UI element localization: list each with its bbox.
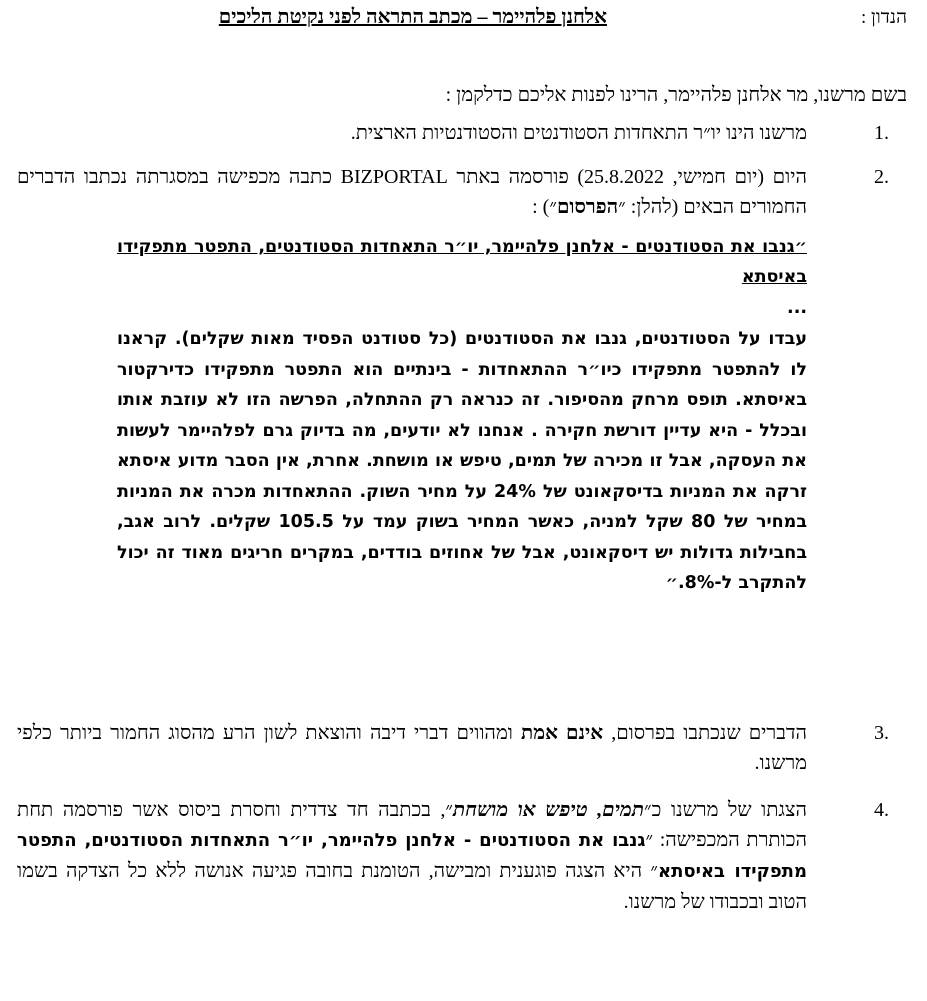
item-number: 4.	[874, 799, 889, 821]
emphasis-not-true: אינם אמת	[521, 722, 604, 744]
quoted-characterization: תמים, טיפש או מושחת	[453, 799, 645, 821]
item-number: 3.	[874, 722, 889, 744]
subject-label: הנדון :	[861, 7, 907, 28]
quote-ellipsis: ...	[787, 298, 807, 318]
quote-headline: ״גנבו את הסטודנטים - אלחנן פלהיימר, יו״ר התאחדות הסטודנטים, התפטר מתפקידו באיסתא	[117, 237, 807, 287]
item-text: הצגתו של מרשנו כ״תמים, טיפש או מושחת״, בכתבה חד צדדית וחסרת ביסוס אשר פורסמה תחת הכותרת המכפישה: ״גנבו את הסטודנטים - אלחנן פלהיימר, יו״ר התאחדות הסטודנטים, התפטר מתפקידו באיסתא״ היא הצגה פוגענית ומבישה, הטומנת בחובה פגיעה אנושה ללא כל הצדקה בשמו הטוב ובכבודו של מרשנו.	[17, 799, 808, 913]
quoted-headline: גנבו את הסטודנטים - אלחנן פלהיימר, יו״ר התאחדות הסטודנטים, התפטר מתפקידו באיסתא	[17, 830, 808, 882]
site-name: BIZPORTAL	[340, 166, 448, 188]
subject-line	[27, 2, 907, 33]
quoted-article	[117, 232, 807, 599]
defined-term: הפרסום	[556, 196, 619, 218]
item-text: מרשנו הינו יו״ר התאחדות הסטודנטים והסטודנטיות הארצית.	[350, 122, 807, 144]
item-number: 2.	[874, 166, 889, 188]
quote-body: עבדו על הסטודנטים, גנבו את הסטודנטים (כל סטודנט הפסיד מאות שקלים). קראנו לו להתפטר מתפקידו כיו״ר ההתאחדות - בינתיים הוא התפטר מתפקידו כדירקטור באיסתא. תופס מרחק מהסיפור. זה כנראה רק ההתחלה, הפרשה הזו לא עוזבת אותו ובכלל - היא עדיין דורשת חקירה . אנחנו לא יודעים, מה בדיוק גרם לפלהיימר לעשות את העסקה, אבל זו מכירה של תמים, טיפש או מושחת. אחרת, אין הסבר מדוע איסתא זרקה את המניות בדיסקאונט של 24% על מחיר השוק. ההתאחדות מכרה את המניות במחיר של 80 שקל למניה, כאשר המחיר בשוק עמד על 105.5 שקלים. לרוב אגב, בחבילות גדולות יש דיסקאונט, אבל של אחוזים בודדים, במקרים חריגים מאוד זה יכול להתקרב ל-8%.״	[117, 329, 808, 593]
item-text: הדברים שנכתבו בפרסום, אינם אמת ומהווים דברי דיבה והוצאת לשון הרע מהסוג החמור ביותר כלפי מרשנו.	[17, 722, 808, 774]
subject-title: אלחנן פלהיימר – מכתב התראה לפני נקיטת הליכים	[218, 6, 607, 28]
item-text: היום (יום חמישי, 25.8.2022) פורסמה באתר BIZPORTAL כתבה מכפישה במסגרתה נכתבו הדברים החמורים הבאים (להלן: ״הפרסום״) :	[17, 166, 807, 218]
opening-paragraph: בשם מרשנו, מר אלחנן פלהיימר, הרינו לפנות אליכם כדלקמן :	[445, 84, 907, 106]
publication-date: 25.8.2022	[584, 166, 665, 188]
item-number: 1.	[874, 122, 889, 144]
